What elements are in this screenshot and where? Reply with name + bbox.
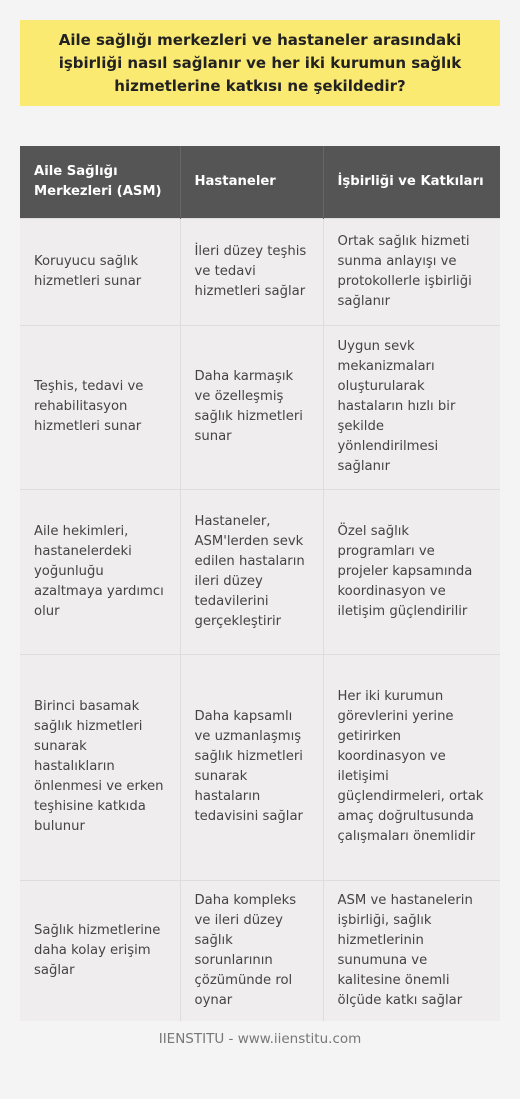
table-cell: Her iki kurumun görevlerini yerine getirirken koordinasyon ve iletişimi güçlendirmeleri, ortak amaç doğrultusunda çalışmaları önemlidir [323,654,500,880]
column-header-hospitals: Hastaneler [180,146,323,218]
table-row [20,880,500,1021]
table-cell: Daha karmaşık ve özelleşmiş sağlık hizmetleri sunar [180,325,323,489]
table-header-row [20,146,500,218]
table-cell: Aile hekimleri, hastanelerdeki yoğunluğu azaltmaya yardımcı olur [20,489,180,654]
table-row [20,325,500,489]
table-row [20,489,500,654]
table-cell: Uygun sevk mekanizmaları oluşturularak hastaların hızlı bir şekilde yönlendirilmesi sağlanır [323,325,500,489]
comparison-table [20,146,500,1021]
table-cell: Koruyucu sağlık hizmetleri sunar [20,218,180,325]
table-cell: Daha kapsamlı ve uzmanlaşmış sağlık hizmetleri sunarak hastaların tedavisini sağlar [180,654,323,880]
table-cell: Hastaneler, ASM'lerden sevk edilen hastaların ileri düzey tedavilerini gerçekleştirir [180,489,323,654]
footer-credit: IIENSTITU - www.iienstitu.com [158,1031,362,1047]
table-cell: Birinci basamak sağlık hizmetleri sunarak hastalıkların önlenmesi ve erken teşhisine katkıda bulunur [20,654,180,880]
table-cell: Teşhis, tedavi ve rehabilitasyon hizmetleri sunar [20,325,180,489]
table-cell: Özel sağlık programları ve projeler kapsamında koordinasyon ve iletişim güçlendirilir [323,489,500,654]
table-cell: Ortak sağlık hizmeti sunma anlayışı ve protokollerle işbirliği sağlanır [323,218,500,325]
page-title: Aile sağlığı merkezleri ve hastaneler arasındaki işbirliği nasıl sağlanır ve her iki kurumun sağlık hizmetlerine katkısı ne şekildedir? [20,20,500,106]
table-cell: Sağlık hizmetlerine daha kolay erişim sağlar [20,880,180,1021]
table-cell: ASM ve hastanelerin işbirliği, sağlık hizmetlerinin sunumuna ve kalitesine önemli ölçüde katkı sağlar [323,880,500,1021]
table-cell: Daha kompleks ve ileri düzey sağlık sorunlarının çözümünde rol oynar [180,880,323,1021]
table-row [20,654,500,880]
table-row [20,218,500,325]
table-cell: İleri düzey teşhis ve tedavi hizmetleri sağlar [180,218,323,325]
column-header-cooperation: İşbirliği ve Katkıları [323,146,500,218]
column-header-asm: Aile Sağlığı Merkezleri (ASM) [20,146,180,218]
